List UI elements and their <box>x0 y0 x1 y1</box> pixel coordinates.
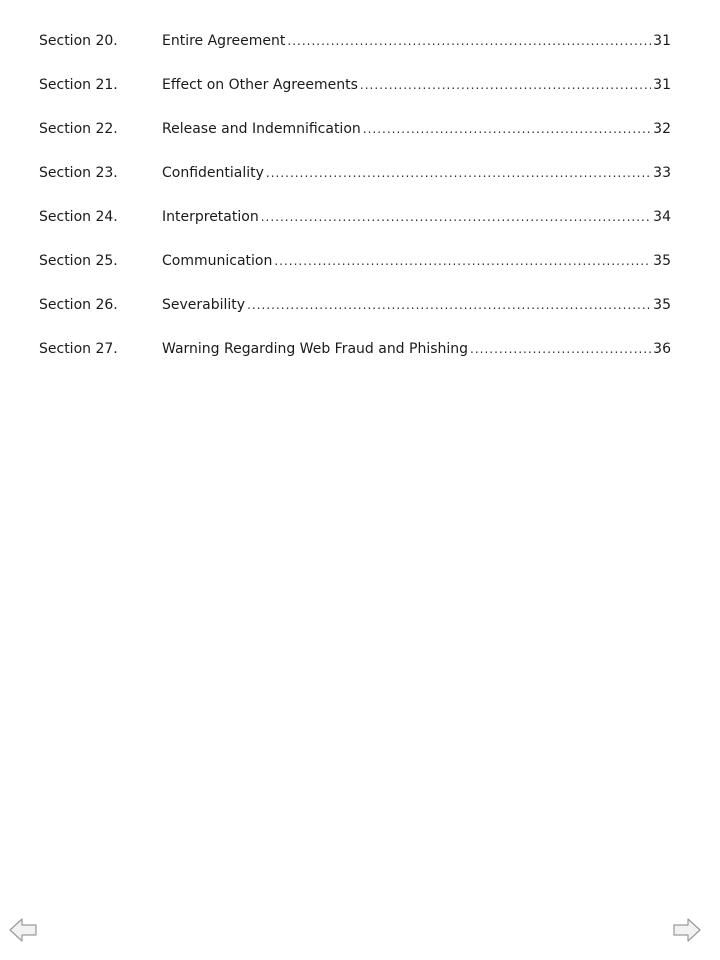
page-number: 31 <box>653 33 671 49</box>
arrow-right-icon <box>672 916 702 944</box>
section-title: Communication <box>162 253 273 269</box>
section-number: Section 22. <box>39 121 118 137</box>
dot-leader <box>261 207 651 227</box>
toc-entry[interactable] <box>39 75 671 119</box>
section-title: Effect on Other Agreements <box>162 77 358 93</box>
previous-page-button[interactable] <box>8 916 38 944</box>
dot-leader <box>363 119 651 139</box>
next-page-button[interactable] <box>672 916 702 944</box>
dot-leader <box>266 163 651 183</box>
toc-entry[interactable] <box>39 295 671 339</box>
section-number: Section 20. <box>39 33 118 49</box>
toc-entry[interactable] <box>39 251 671 295</box>
section-number: Section 25. <box>39 253 118 269</box>
section-number: Section 26. <box>39 297 118 313</box>
page-number: 34 <box>653 209 671 225</box>
section-title: Release and Indemnification <box>162 121 361 137</box>
section-number: Section 21. <box>39 77 118 93</box>
page-number: 36 <box>653 341 671 357</box>
dot-leader <box>287 31 651 51</box>
toc-entry[interactable] <box>39 163 671 207</box>
toc-entry[interactable] <box>39 119 671 163</box>
section-title: Severability <box>162 297 246 313</box>
table-of-contents <box>39 31 671 383</box>
toc-entry[interactable] <box>39 31 671 75</box>
section-title: Interpretation <box>162 209 259 225</box>
section-title: Entire Agreement <box>162 33 286 49</box>
arrow-left-icon <box>8 916 38 944</box>
section-number: Section 24. <box>39 209 118 225</box>
page-number: 32 <box>653 121 671 137</box>
toc-entry[interactable] <box>39 207 671 251</box>
section-number: Section 23. <box>39 165 118 181</box>
page-number: 35 <box>653 253 671 269</box>
page-number: 35 <box>653 297 671 313</box>
section-title: Warning Regarding Web Fraud and Phishing <box>162 341 469 357</box>
section-title: Confidentiality <box>162 165 264 181</box>
dot-leader <box>247 295 651 315</box>
page-number: 33 <box>653 165 671 181</box>
dot-leader <box>274 251 651 271</box>
dot-leader <box>360 75 651 95</box>
section-number: Section 27. <box>39 341 118 357</box>
page-number: 31 <box>653 77 671 93</box>
toc-entry[interactable] <box>39 339 671 383</box>
dot-leader <box>470 339 651 359</box>
